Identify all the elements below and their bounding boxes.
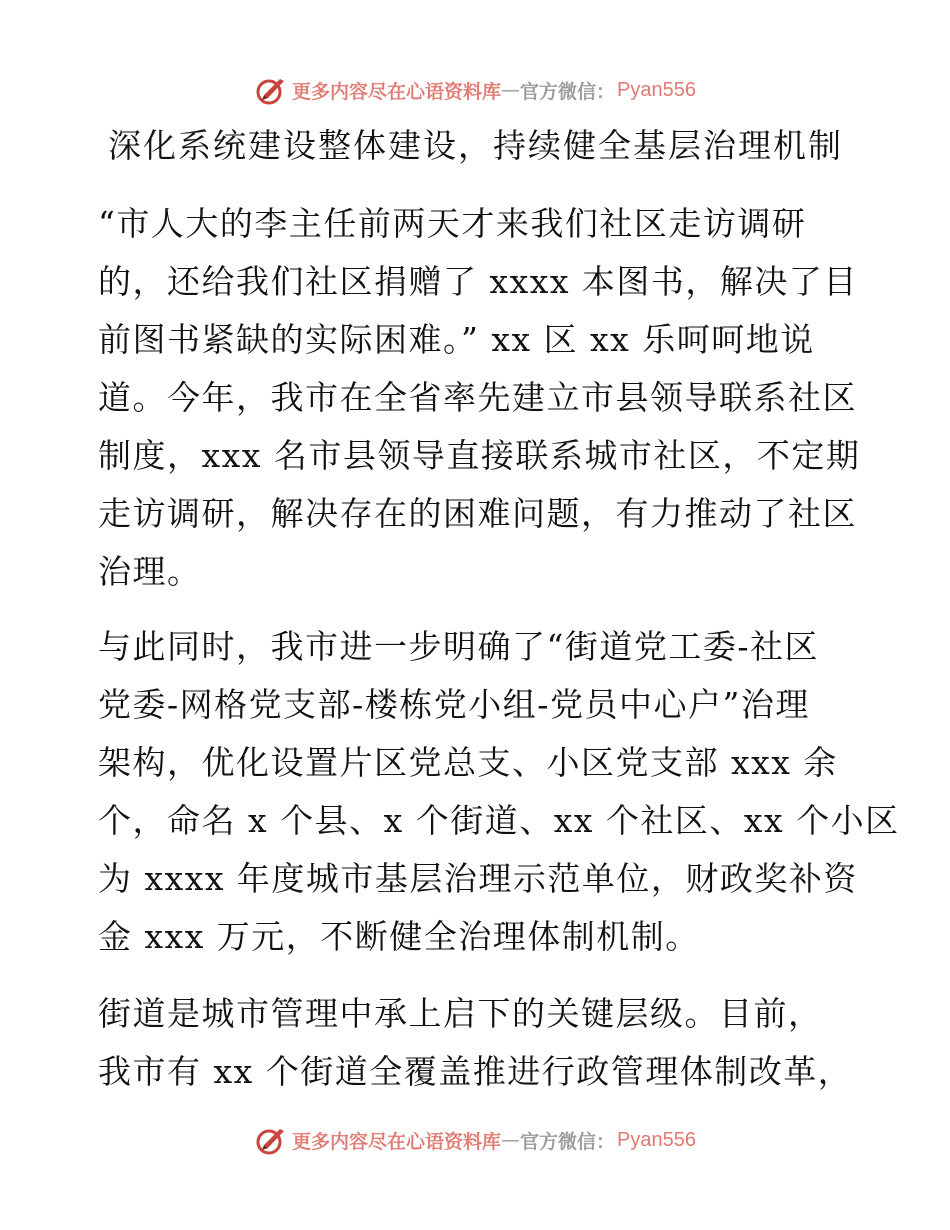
banner-wechat-label: 官方微信： <box>520 1130 616 1153</box>
text-line: 前图书紧缺的实际困难。” xx 区 xx 乐呵呵地说 <box>98 320 815 359</box>
text-line: 架构，优化设置片区党总支、小区党支部 xxx 余 <box>98 743 838 782</box>
text-line: 与此同时，我市进一步明确了“街道党工委-社区 <box>98 627 820 666</box>
banner-wechat-id: Pyan556 <box>617 78 696 101</box>
banner-wechat-label: 官方微信： <box>520 80 616 103</box>
text-line: 为 xxxx 年度城市基层治理示范单位，财政奖补资 <box>98 859 858 898</box>
text-line: 我市有 xx 个街道全覆盖推进行政管理体制改革， <box>98 1052 853 1091</box>
text-line: 街道是城市管理中承上启下的关键层级。目前， <box>98 994 823 1033</box>
banner-slogan: 更多内容尽在心语资料库 <box>292 1130 502 1153</box>
banner-wechat-id: Pyan556 <box>617 1128 696 1151</box>
text-line: 的，还给我们社区捐赠了 xxxx 本图书，解决了目 <box>98 262 858 301</box>
paragraph-3 <box>98 985 858 1101</box>
paragraph-1 <box>98 195 861 601</box>
pen-circle-logo-icon <box>254 73 288 107</box>
text-line: 走访调研，解决存在的困难问题，有力推动了社区 <box>98 494 857 533</box>
banner-dash: — <box>501 1129 521 1151</box>
text-line: 治理。 <box>98 552 202 591</box>
text-line: “市人大的李主任前两天才来我们社区走访调研 <box>98 204 807 243</box>
text-line: 个，命名 x 个县、x 个街道、xx 个社区、xx 个小区 <box>98 801 900 840</box>
footer-banner <box>0 1120 950 1160</box>
text-line: 制度，xxx 名市县领导直接联系城市社区，不定期 <box>98 436 861 475</box>
banner-dash: — <box>501 79 521 101</box>
document-title: 深化系统建设整体建设，持续健全基层治理机制 <box>108 126 843 165</box>
paragraph-2 <box>98 618 900 966</box>
header-banner <box>0 70 950 110</box>
pen-circle-logo-icon <box>254 1123 288 1157</box>
text-line: 金 xxx 万元，不断健全治理体制机制。 <box>98 917 700 956</box>
banner-slogan: 更多内容尽在心语资料库 <box>292 80 502 103</box>
text-line: 道。今年，我市在全省率先建立市县领导联系社区 <box>98 378 857 417</box>
text-line: 党委-网格党支部-楼栋党小组-党员中心户”治理 <box>98 685 810 724</box>
